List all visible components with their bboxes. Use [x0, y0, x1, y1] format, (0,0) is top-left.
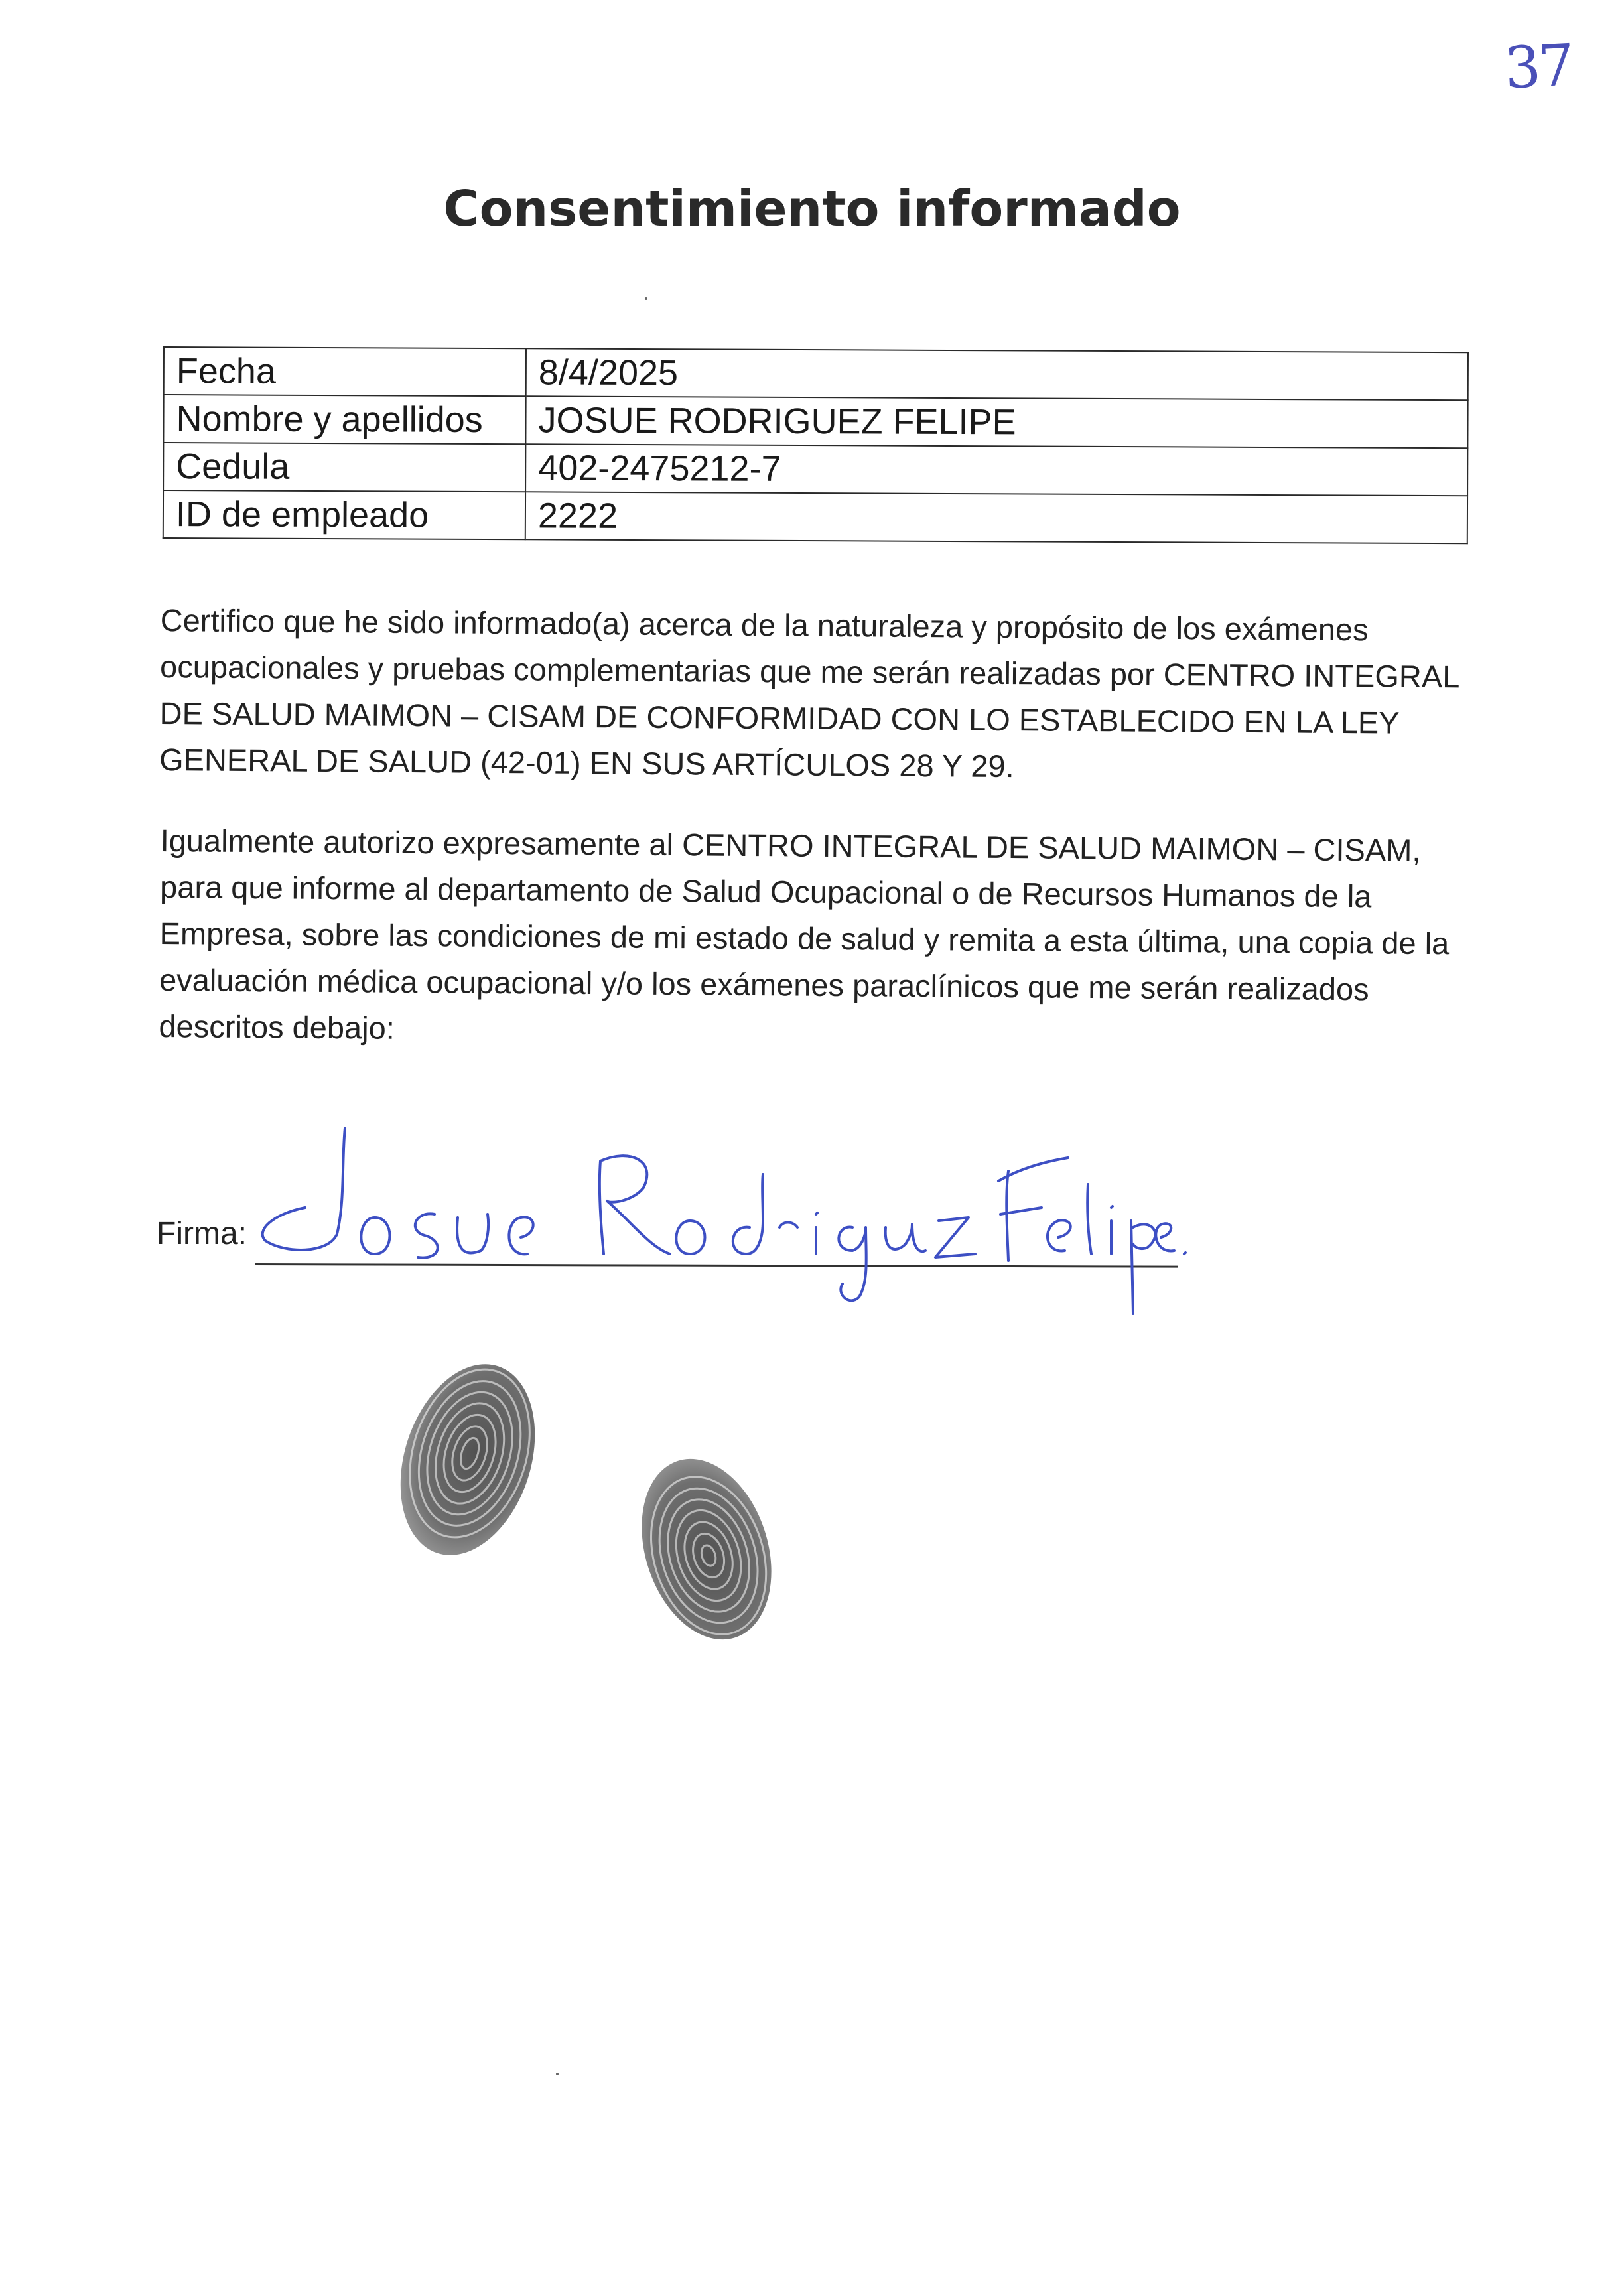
handwritten-signature	[259, 1121, 1187, 1320]
fecha-label: Fecha	[164, 347, 526, 396]
info-table	[163, 346, 1469, 544]
scan-speck	[556, 2073, 559, 2075]
page-title: Consentimiento informado	[443, 180, 1181, 238]
fingerprint-right-icon	[630, 1446, 783, 1652]
nombre-value: JOSUE RODRIGUEZ FELIPE	[525, 396, 1467, 448]
authorization-paragraph: Igualmente autorizo expresamente al CENTRO INTEGRAL DE SALUD MAIMON – CISAM, para que informe al departamento de Salud Ocupacional o de Recursos Humanos de la Empresa, sobre las condiciones de mi estado de salud y remita a esta última, una copia de la evaluación médica ocupacional y/o los exámenes paraclínicos que me serán realizados descritos debajo:	[159, 822, 1450, 1046]
fingerprint-left-icon	[391, 1354, 544, 1566]
table-row	[164, 347, 1468, 400]
scan-speck	[645, 297, 647, 300]
fecha-value: 8/4/2025	[526, 348, 1468, 400]
nombre-label: Nombre y apellidos	[163, 395, 525, 444]
table-row	[163, 443, 1467, 496]
signature-label: Firma:	[157, 1216, 247, 1251]
id-empleado-label: ID de empleado	[163, 490, 525, 539]
cedula-value: 402-2475212-7	[525, 444, 1467, 496]
table-row	[163, 490, 1467, 543]
cedula-label: Cedula	[163, 443, 525, 492]
table-row	[163, 395, 1467, 448]
info-table-container	[163, 346, 1469, 544]
id-empleado-value: 2222	[525, 492, 1467, 543]
page-number: 37	[1503, 32, 1574, 102]
certification-paragraph: Certifico que he sido informado(a) acerca de la naturaleza y propósito de los exámenes ocupacionales y pruebas complementarias que me serán realizadas por CENTRO INTEGRAL DE SALUD MAIMON – CISAM DE CONFORMIDAD CON LO ESTABLECIDO EN LA LEY GENERAL DE SALUD (42-01) EN SUS ARTÍCULOS 28 Y 29.	[159, 602, 1459, 784]
